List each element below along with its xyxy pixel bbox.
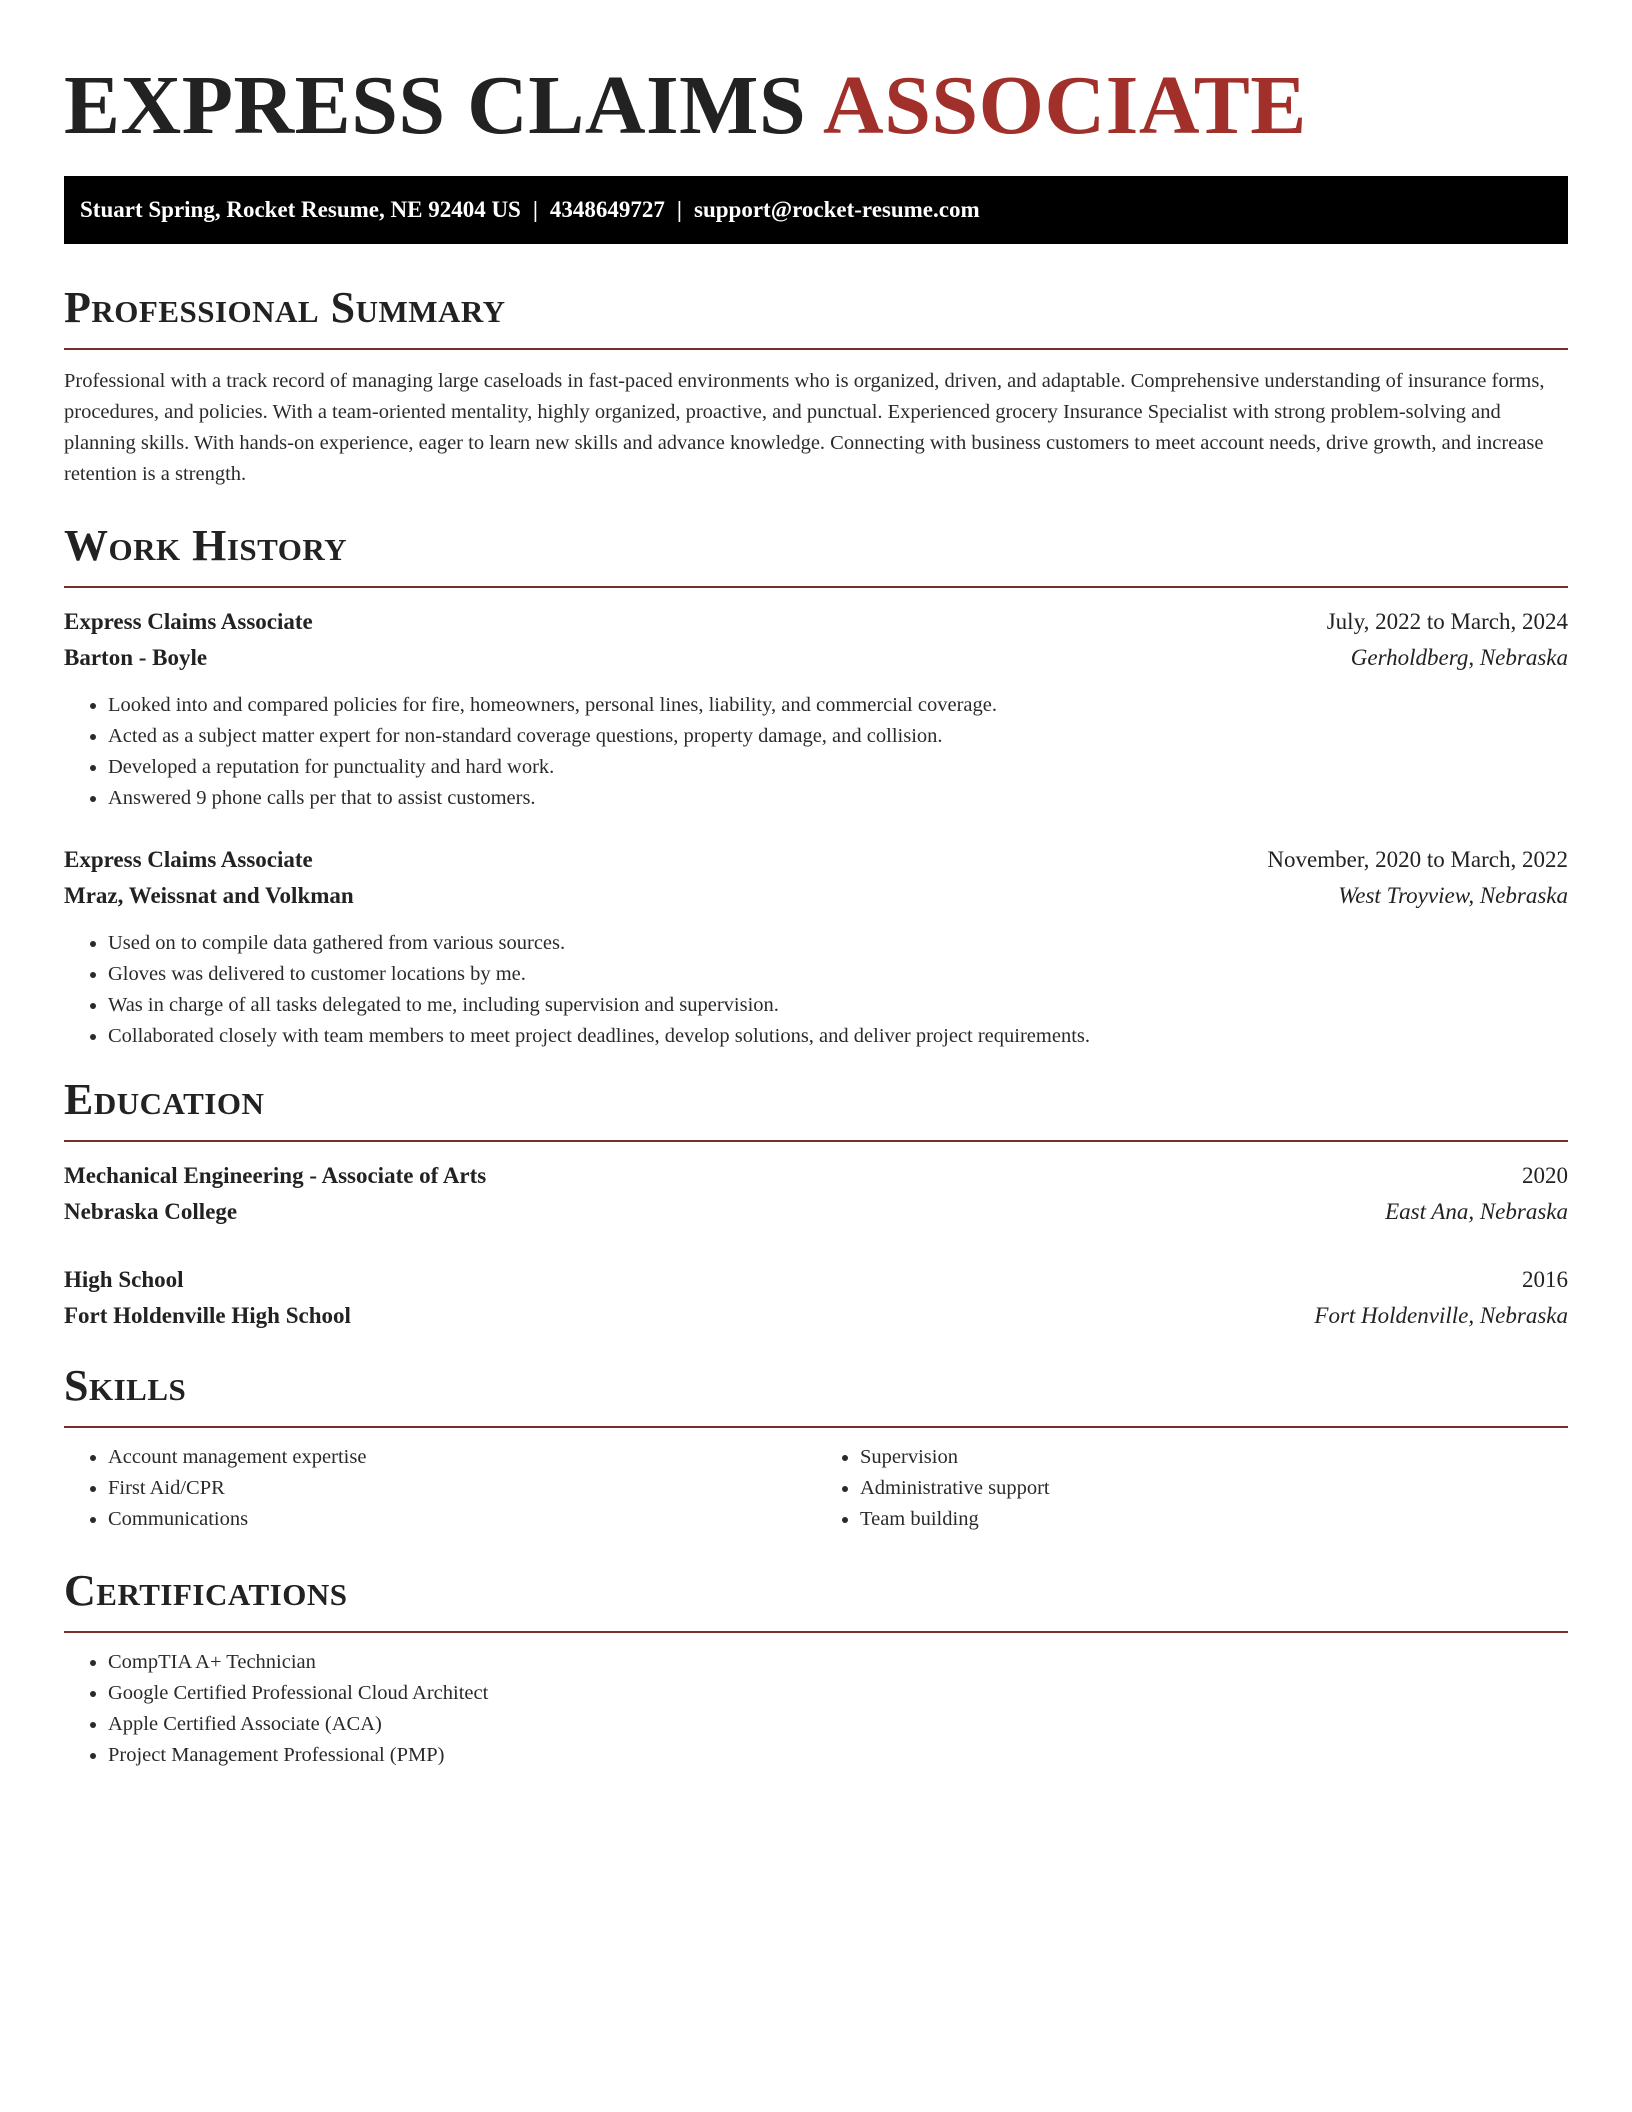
list-item: • Project Management Professional (PMP) [108,1740,1568,1771]
education-location: Fort Holdenville, Nebraska [1314,1303,1568,1328]
job-company: Mraz, Weissnat and Volkman [64,883,354,908]
work-history-heading: Work History [64,521,348,570]
work-history-section [64,518,1568,1052]
job-entry [64,842,1568,1052]
job-company-row [64,640,1568,676]
list-item: • Was in charge of all tasks delegated to me, including supervision and supervision. [108,990,1568,1021]
certifications-list [64,1647,1568,1771]
job-title-row [64,604,1568,640]
skills-list-right [816,1442,1568,1535]
list-item: • Gloves was delivered to customer locations by me. [108,959,1568,990]
list-item: • Team building [860,1504,1568,1535]
education-school-row [64,1194,1568,1230]
education-entry [64,1262,1568,1334]
education-degree-row [64,1262,1568,1298]
list-item: • Used on to compile data gathered from various sources. [108,928,1568,959]
education-degree: High School [64,1267,184,1292]
summary-text: Professional with a track record of managing large caseloads in fast-paced environments who is organized, driven, and adaptable. Comprehensive understanding of insurance forms, procedures, and policies. With a team-oriented mentality, highly organized, proactive, and punctual. Experienced grocery Insurance Specialist with strong problem-solving and planning skills. With hands-on experience, eager to learn new skills and advance knowledge. Connecting with business customers to meet account needs, drive growth, and increase retention is a strength. [64,370,1545,485]
certifications-section [64,1563,1568,1771]
list-item: • First Aid/CPR [108,1473,816,1504]
job-title: Express Claims Associate [64,609,313,634]
section-divider [64,586,1568,588]
list-item: • Administrative support [860,1473,1568,1504]
contact-address: Stuart Spring, Rocket Resume, NE 92404 US [80,197,521,222]
job-dates: November, 2020 to March, 2022 [1267,847,1568,872]
contact-bar [64,176,1568,244]
contact-phone: 4348649727 [549,197,665,222]
list-item: • Collaborated closely with team members to meet project deadlines, develop solutions, and deliver project requirements. [108,1021,1568,1052]
education-year: 2016 [1522,1267,1568,1292]
list-item: • Communications [108,1504,816,1535]
contact-separator: | [676,197,682,222]
list-item: • Apple Certified Associate (ACA) [108,1709,1568,1740]
list-item: • Google Certified Professional Cloud Architect [108,1678,1568,1709]
list-item: • Acted as a subject matter expert for non-standard coverage questions, property damage, and collision. [108,721,1568,752]
education-school-row [64,1298,1568,1334]
title-part-2: ASSOCIATE [823,59,1307,152]
job-dates: July, 2022 to March, 2024 [1326,609,1568,634]
contact-separator: | [532,197,538,222]
certifications-heading: Certifications [64,1566,348,1615]
education-school: Nebraska College [64,1199,238,1224]
job-location: West Troyview, Nebraska [1338,883,1568,908]
list-item: • Account management expertise [108,1442,816,1473]
job-bullets [64,690,1568,814]
job-bullets [64,928,1568,1052]
resume-title [64,0,1568,158]
education-section [64,1072,1568,1334]
section-divider [64,1426,1568,1428]
summary-section [64,280,1568,490]
section-divider [64,348,1568,350]
skills-grid [64,1442,1568,1535]
skills-section [64,1358,1568,1535]
education-heading: Education [64,1075,265,1124]
title-part-1: EXPRESS CLAIMS [64,59,807,152]
list-item: • Answered 9 phone calls per that to assist customers. [108,783,1568,814]
job-title: Express Claims Associate [64,847,313,872]
education-degree: Mechanical Engineering - Associate of Arts [64,1163,487,1188]
job-title-row [64,842,1568,878]
education-location: East Ana, Nebraska [1385,1199,1568,1224]
education-entry [64,1158,1568,1230]
job-company: Barton - Boyle [64,645,208,670]
section-divider [64,1140,1568,1142]
education-year: 2020 [1522,1163,1568,1188]
list-item: • Developed a reputation for punctuality and hard work. [108,752,1568,783]
education-degree-row [64,1158,1568,1194]
summary-heading: Professional Summary [64,283,506,332]
list-item: • CompTIA A+ Technician [108,1647,1568,1678]
job-location: Gerholdberg, Nebraska [1350,645,1568,670]
section-divider [64,1631,1568,1633]
contact-email: support@rocket-resume.com [694,197,980,222]
list-item: • Looked into and compared policies for fire, homeowners, personal lines, liability, and commercial coverage. [108,690,1568,721]
job-entry [64,604,1568,814]
skills-list-left [64,1442,816,1535]
education-school: Fort Holdenville High School [64,1303,351,1328]
job-company-row [64,878,1568,914]
list-item: • Supervision [860,1442,1568,1473]
skills-heading: Skills [64,1361,187,1410]
